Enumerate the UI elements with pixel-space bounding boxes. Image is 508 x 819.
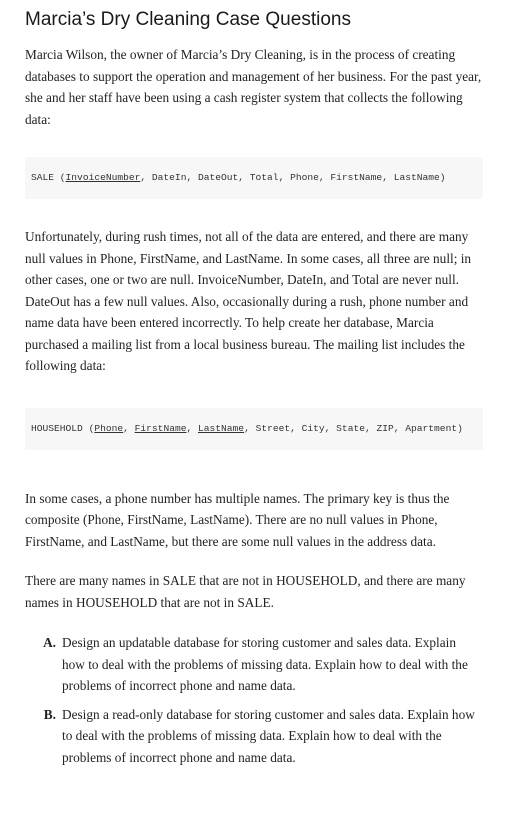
- household-schema-key-firstname: FirstName: [134, 422, 187, 434]
- household-schema-key-phone: Phone: [94, 422, 124, 434]
- question-letter: B.: [43, 706, 56, 722]
- question-item-b: [25, 704, 483, 769]
- household-schema-sep: ,: [186, 422, 198, 434]
- household-schema-code: [25, 408, 483, 450]
- household-schema-key-lastname: LastName: [198, 422, 245, 434]
- question-item-a: [25, 632, 483, 697]
- names-mismatch-paragraph: There are many names in SALE that are not in HOUSEHOLD, and there are many names in HOUSEHOLD that are not in SALE.: [25, 573, 466, 610]
- primary-key-paragraph: In some cases, a phone number has multiple names. The primary key is thus the composite (Phone, FirstName, LastName). There are no null values in Phone, FirstName, and LastName, but there are some null values in the address data.: [25, 490, 450, 549]
- null-values-paragraph: Unfortunately, during rush times, not all of the data are entered, and there are many null values in Phone, FirstName, and LastName. In some cases, all three are null; in other cases, one or two are null. InvoiceNumber, DateIn, and Total are never null. DateOut has a few null values. Also, occasionally during a rush, phone number and name data have been entered incorrectly. To help create her database, Marcia purchased a mailing list from a local business bureau. The mailing list includes the following data:: [25, 229, 472, 373]
- question-text: Design a read-only database for storing customer and sales data. Explain how to deal with the problems of missing data. Explain how to deal with the problems of incorrect phone and name data.: [62, 706, 475, 765]
- household-schema-sep: ,: [123, 422, 135, 434]
- household-schema-rest: , Street, City, State, ZIP, Apartment): [244, 422, 463, 434]
- question-text: Design an updatable database for storing customer and sales data. Explain how to deal with the problems of missing data. Explain how to deal with the problems of incorrect phone and name data.: [62, 635, 468, 693]
- sale-schema-code: [25, 157, 483, 199]
- sale-schema-key: InvoiceNumber: [65, 172, 141, 183]
- intro-paragraph: Marcia Wilson, the owner of Marcia’s Dry Cleaning, is in the process of creating databases to support the operation and management of her business. For the past year, she and her staff have been using a cash register system that collects the following data:: [25, 47, 482, 127]
- sale-schema-prefix: SALE (: [31, 172, 66, 183]
- sale-schema-rest: , DateIn, DateOut, Total, Phone, FirstName, LastName): [140, 172, 446, 183]
- page-title: Marcia’s Dry Cleaning Case Questions: [25, 9, 351, 30]
- questions-list: [25, 632, 483, 768]
- household-schema-prefix: HOUSEHOLD (: [31, 422, 95, 434]
- question-letter: A.: [43, 635, 56, 650]
